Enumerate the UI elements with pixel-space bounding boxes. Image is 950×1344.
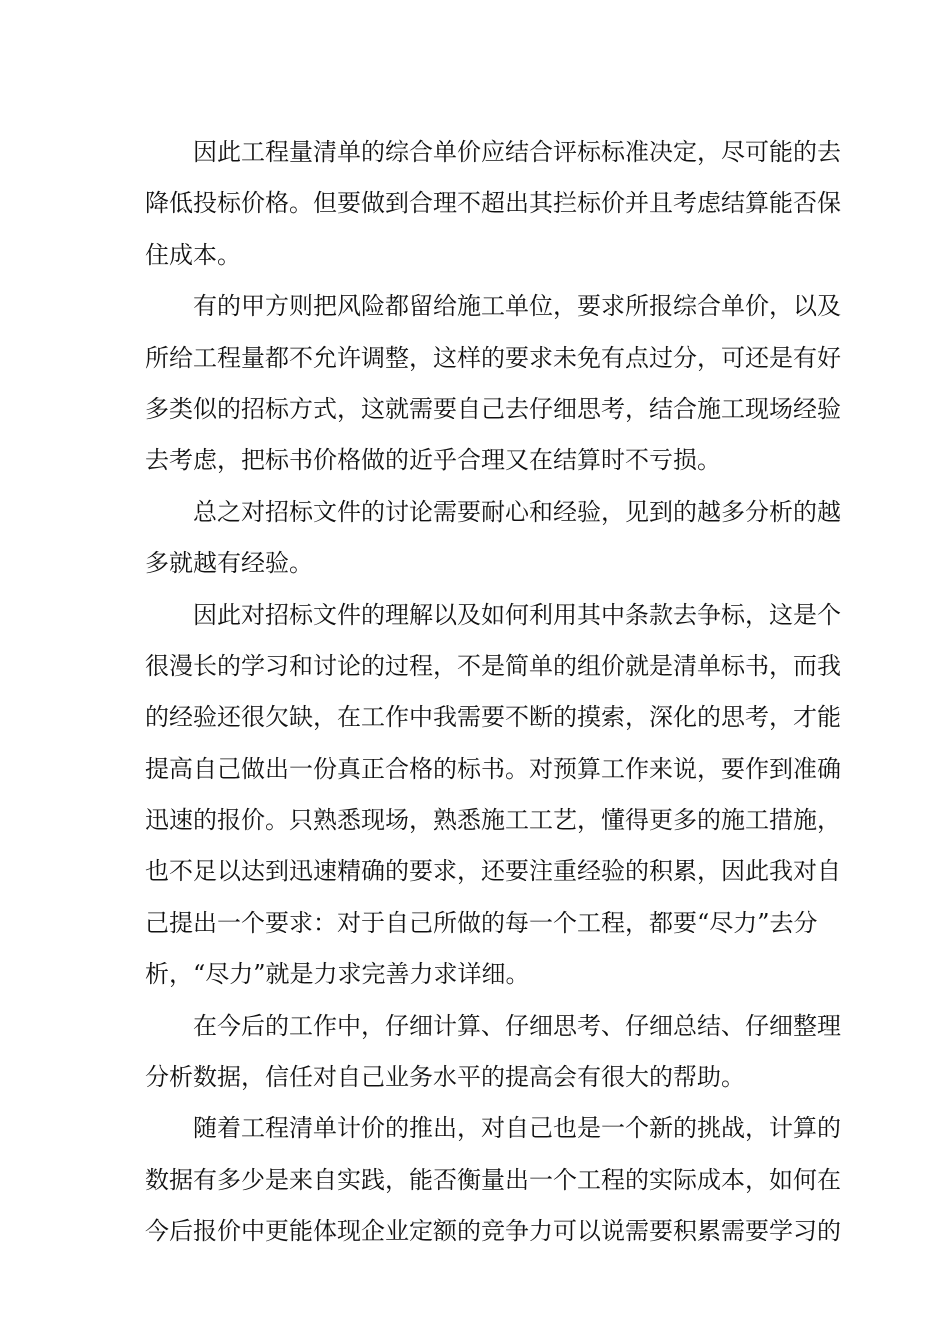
paragraph [145, 1103, 841, 1257]
text-line: 因此对招标文件的理解以及如何利用其中条款去争标，这是个 [193, 600, 841, 629]
text-line: 提高自己做出一份真正合格的标书。对预算工作来说，要作到准确 [145, 754, 841, 783]
text-line: 也不足以达到迅速精确的要求，还要注重经验的积累，因此我对自 [145, 857, 841, 886]
paragraph [145, 127, 841, 281]
text-line: 数据有多少是来自实践，能否衡量出一个工程的实际成本，如何在 [145, 1165, 841, 1194]
text-line: 总之对招标文件的讨论需要耐心和经验，见到的越多分析的越 [193, 497, 841, 526]
text-line: 多类似的招标方式，这就需要自己去仔细思考，结合施工现场经验 [145, 394, 841, 423]
text-line: 住成本。 [145, 240, 241, 269]
text-line: 降低投标价格。但要做到合理不超出其拦标价并且考虑结算能否保 [145, 189, 841, 218]
text-line: 的经验还很欠缺，在工作中我需要不断的摸索，深化的思考，才能 [145, 703, 841, 732]
text-line: 析，“尽力”就是力求完善力求详细。 [145, 960, 530, 989]
paragraph [145, 590, 841, 1001]
text-line: 今后报价中更能体现企业定额的竞争力可以说需要积累需要学习的 [145, 1217, 841, 1246]
text-line: 去考虑，把标书价格做的近乎合理又在结算时不亏损。 [145, 446, 721, 475]
text-line: 因此工程量清单的综合单价应结合评标标准决定，尽可能的去 [193, 138, 841, 166]
text-line: 多就越有经验。 [145, 549, 313, 578]
text-line: 分析数据，信任对自己业务水平的提高会有很大的帮助。 [145, 1063, 745, 1092]
text-line: 迅速的报价。只熟悉现场，熟悉施工工艺，懂得更多的施工措施， [145, 806, 841, 835]
document-body [145, 127, 841, 1258]
paragraph [145, 1001, 841, 1104]
paragraph [145, 281, 841, 487]
text-line: 己提出一个要求：对于自己所做的每一个工程，都要“尽力”去分 [145, 908, 818, 937]
text-line: 有的甲方则把风险都留给施工单位，要求所报综合单价，以及 [193, 292, 841, 321]
text-line: 随着工程清单计价的推出，对自己也是一个新的挑战，计算的 [193, 1114, 841, 1143]
text-line: 很漫长的学习和讨论的过程，不是简单的组价就是清单标书，而我 [145, 651, 841, 680]
text-line: 在今后的工作中，仔细计算、仔细思考、仔细总结、仔细整理 [193, 1011, 841, 1040]
paragraph [145, 487, 841, 590]
text-line: 所给工程量都不允许调整，这样的要求未免有点过分，可还是有好 [145, 343, 841, 372]
